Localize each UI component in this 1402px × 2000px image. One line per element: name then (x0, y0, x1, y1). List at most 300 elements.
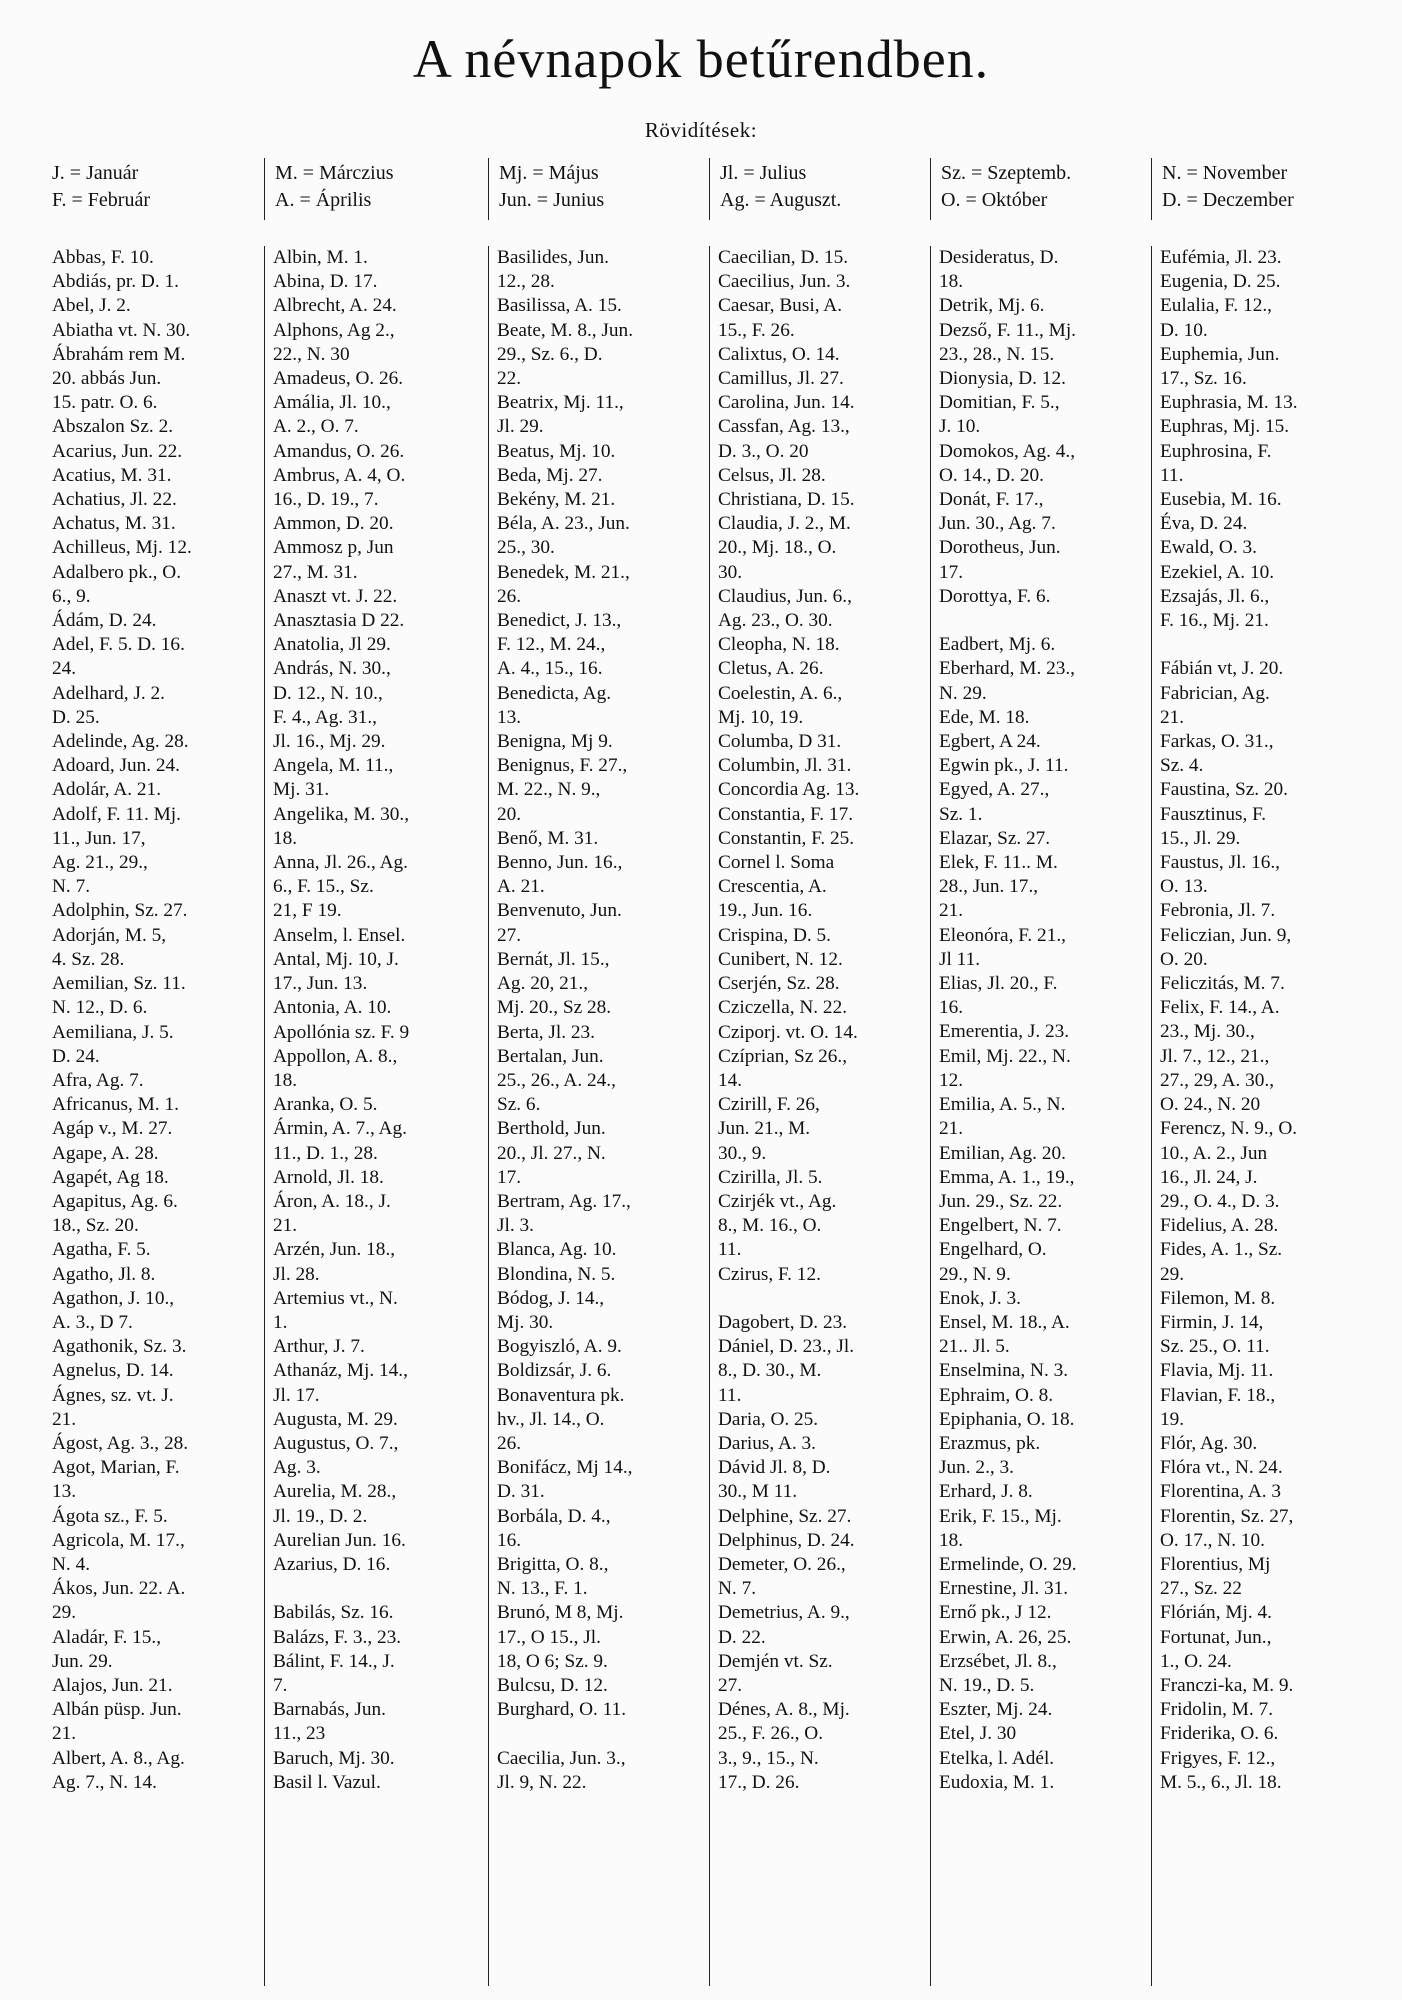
name-entry: Firmin, J. 14, (1160, 1311, 1264, 1333)
name-entry: Bertram, Ag. 17., (497, 1190, 631, 1212)
name-entry: Benno, Jun. 16., (497, 852, 623, 874)
name-entry: Flóra vt., N. 24. (1160, 1457, 1283, 1479)
name-entry: Columba, D 31. (718, 731, 842, 753)
name-entry: 17. (497, 1166, 522, 1188)
name-entry: Delphinus, D. 24. (718, 1529, 855, 1551)
name-entry: Fides, A. 1., Sz. (1160, 1239, 1283, 1261)
name-entry: Claudia, J. 2., M. (718, 513, 851, 535)
name-entry: Babilás, Sz. 16. (273, 1602, 394, 1624)
name-entry: Jun. 29. (52, 1650, 113, 1672)
name-entry: Cleopha, N. 18. (718, 634, 840, 656)
name-entry: 27. (497, 924, 522, 946)
name-entry: hv., Jl. 14., O. (497, 1408, 605, 1430)
abbrev-group-5 (930, 158, 1151, 220)
name-entry: Abbas, F. 10. (52, 247, 154, 268)
name-entry: Beatrix, Mj. 11., (497, 392, 624, 414)
name-entry: Jl. 29. (497, 416, 544, 438)
name-entry: D. 10. (1160, 319, 1208, 341)
name-entry: Mj. 30. (497, 1311, 554, 1333)
name-entry: Celsus, Jl. 28. (718, 464, 826, 486)
name-entry: Agathon, J. 10., (52, 1287, 175, 1309)
name-entry: Euphemia, Jun. (1160, 343, 1280, 365)
name-entry: Aemilian, Sz. 11. (52, 973, 186, 995)
name-entry: Elias, Jl. 20., F. (939, 973, 1058, 995)
name-entry: Béla, A. 23., Jun. (497, 513, 630, 535)
name-entry: Cziczella, N. 22. (718, 997, 848, 1019)
name-entry: 30., M 11. (718, 1481, 798, 1503)
name-entry: Amandus, O. 26. (273, 440, 405, 462)
name-entry: 13. (52, 1481, 77, 1503)
name-entry: Agatha, F. 5. (52, 1239, 151, 1261)
name-entry: Epiphania, O. 18. (939, 1408, 1075, 1430)
name-entry: 18. (939, 271, 964, 293)
name-entry: Cziporj. vt. O. 14. (718, 1021, 858, 1043)
name-entry: Emilia, A. 5., N. (939, 1094, 1066, 1116)
name-column-3 (488, 246, 709, 1986)
name-entry: Egwin pk., J. 11. (939, 755, 1069, 777)
name-entry: Ágost, Ag. 3., 28. (52, 1432, 189, 1454)
name-entry: Cletus, A. 26. (718, 658, 824, 680)
name-entry: Abel, J. 2. (52, 295, 131, 317)
name-entry: Jun. 29., Sz. 22. (939, 1190, 1063, 1212)
name-entry: Flór, Ag. 30. (1160, 1432, 1258, 1454)
name-entry: N. 13., F. 1. (497, 1578, 588, 1600)
name-entry: 25., 30. (497, 537, 555, 559)
name-entry: Bertalan, Jun. (497, 1045, 604, 1067)
name-entry: Czíprian, Sz 26., (718, 1045, 848, 1067)
name-entry: Angela, M. 11., (273, 755, 394, 777)
abbrev-jul: Jl. = Julius (720, 162, 807, 184)
name-entry: Detrik, Mj. 6. (939, 295, 1045, 317)
name-entry: Eleonóra, F. 21., (939, 924, 1066, 946)
name-entry: Benigna, Mj 9. (497, 731, 613, 753)
abbrev-group-4 (709, 158, 930, 220)
name-entry: 1. (273, 1311, 288, 1333)
name-entry: 30., 9. (718, 1142, 767, 1164)
name-entry: Benedict, J. 13., (497, 610, 622, 632)
abbrev-jun: Jun. = Junius (499, 189, 605, 211)
name-entry: Feliczitás, M. 7. (1160, 973, 1285, 995)
name-entry: Ármin, A. 7., Ag. (273, 1118, 407, 1140)
name-entry: Flórián, Mj. 4. (1160, 1602, 1272, 1624)
name-entry: D. 12., N. 10., (273, 682, 383, 704)
name-entry: Ezekiel, A. 10. (1160, 561, 1275, 583)
name-entry: 29. (52, 1602, 77, 1624)
name-entry: 17., Jun. 13. (273, 973, 368, 995)
name-entry: Crescentia, A. (718, 876, 827, 898)
name-entry: 22. (497, 368, 522, 390)
name-entry: Elek, F. 11.. M. (939, 852, 1058, 874)
name-entry: 13. (497, 706, 522, 728)
name-entry: 17., O 15., Jl. (497, 1626, 601, 1648)
name-entry: Erik, F. 15., Mj. (939, 1505, 1062, 1527)
name-entry: Egbert, A 24. (939, 731, 1041, 753)
name-entry: 29. (1160, 1263, 1185, 1285)
name-entry: Anna, Jl. 26., Ag. (273, 852, 408, 874)
name-entry: Caecilius, Jun. 3. (718, 271, 851, 293)
name-entry: D. 24. (52, 1045, 100, 1067)
name-entry: Caesar, Busi, A. (718, 295, 843, 317)
name-entry: M. 22., N. 9., (497, 779, 601, 801)
name-column-4 (709, 246, 930, 1986)
name-entry: Alajos, Jun. 21. (52, 1674, 173, 1696)
name-entry: Flavian, F. 18., (1160, 1384, 1276, 1406)
name-entry: Boldizsár, J. 6. (497, 1360, 612, 1382)
name-entry: Jun. 21., M. (718, 1118, 811, 1140)
name-entry: Adolphin, Sz. 27. (52, 900, 188, 922)
name-entry: Bernát, Jl. 15., (497, 948, 610, 970)
name-entry: D. 3., O. 20 (718, 440, 809, 462)
name-entry: Jun. 2., 3. (939, 1457, 1014, 1479)
name-entry: Acatius, M. 31. (52, 464, 172, 486)
name-entry: Emilian, Ag. 20. (939, 1142, 1066, 1164)
name-entry: Domokos, Ag. 4., (939, 440, 1076, 462)
name-entry: 20., Jl. 27., N. (497, 1142, 606, 1164)
name-entry: Ede, M. 18. (939, 706, 1030, 728)
name-entry: Adoard, Jun. 24. (52, 755, 180, 777)
name-entry: A. 2., O. 7. (273, 416, 359, 438)
name-entry: Adalbero pk., O. (52, 561, 182, 583)
name-entry: Blondina, N. 5. (497, 1263, 616, 1285)
name-entry: Balázs, F. 3., 23. (273, 1626, 402, 1648)
name-entry: Arnold, Jl. 18. (273, 1166, 384, 1188)
name-entry: Florentina, A. 3 (1160, 1481, 1282, 1503)
abbrev-nov: N. = November (1162, 162, 1288, 184)
name-entry: D. 22. (718, 1626, 766, 1648)
section-gap (497, 1722, 705, 1746)
name-entry: Albán püsp. Jun. (52, 1699, 182, 1721)
name-entry: Ammon, D. 20. (273, 513, 394, 535)
name-entry: Euphras, Mj. 15. (1160, 416, 1290, 438)
name-entry: Alphons, Ag 2., (273, 319, 395, 341)
name-entry: Emerentia, J. 23. (939, 1021, 1070, 1043)
name-entry: 16. (939, 997, 964, 1019)
name-entry: Agot, Marian, F. (52, 1457, 180, 1479)
name-entry: F. 16., Mj. 21. (1160, 610, 1269, 632)
name-entry: N. 7. (52, 876, 91, 898)
name-entry: Albrecht, A. 24. (273, 295, 397, 317)
name-entry: Coelestin, A. 6., (718, 682, 843, 704)
name-entry: Antal, Mj. 10, J. (273, 948, 399, 970)
name-entry: Eusebia, M. 16. (1160, 489, 1282, 511)
name-entry: Claudius, Jun. 6., (718, 585, 852, 607)
name-entry: Beate, M. 8., Jun. (497, 319, 634, 341)
name-entry: Eugenia, D. 25. (1160, 271, 1281, 293)
name-column-2 (264, 246, 488, 1986)
name-entry: Ádám, D. 24. (52, 610, 157, 632)
name-entry: Ag. 3. (273, 1457, 321, 1479)
name-entry: 21. (939, 1118, 964, 1140)
name-entry: Jl. 16., Mj. 29. (273, 731, 386, 753)
name-entry: András, N. 30., (273, 658, 391, 680)
section-gap (718, 1287, 926, 1311)
name-entry: Jl. 9, N. 22. (497, 1771, 587, 1793)
name-entry: 17. (939, 561, 964, 583)
name-entry: 16., D. 19., 7. (273, 489, 379, 511)
name-entry: Franczi-ka, M. 9. (1160, 1674, 1294, 1696)
name-entry: 3., 9., 15., N. (718, 1747, 819, 1769)
name-entry: Ewald, O. 3. (1160, 537, 1257, 559)
name-entry: Fortunat, Jun., (1160, 1626, 1272, 1648)
name-entry: 1., O. 24. (1160, 1650, 1232, 1672)
name-entry: O. 20. (1160, 948, 1208, 970)
name-entry: Agapét, Ag 18. (52, 1166, 169, 1188)
name-entry: 30. (718, 561, 743, 583)
name-entry: Adelhard, J. 2. (52, 682, 165, 704)
name-entry: Aemiliana, J. 5. (52, 1021, 174, 1043)
name-entry: 12. (939, 1069, 964, 1091)
name-entry: D. 25. (52, 706, 100, 728)
name-entry: Blanca, Ag. 10. (497, 1239, 617, 1261)
name-entry: 19. (1160, 1408, 1185, 1430)
name-entry: Erwin, A. 26, 25. (939, 1626, 1072, 1648)
name-entry: 20., Mj. 18., O. (718, 537, 837, 559)
name-entry: Donát, F. 17., (939, 489, 1044, 511)
name-entry: Agatho, Jl. 8. (52, 1263, 156, 1285)
name-entry: Eudoxia, M. 1. (939, 1771, 1055, 1793)
name-entry: 28., Jun. 17., (939, 876, 1039, 898)
name-entry: Euphrosina, F. (1160, 440, 1272, 462)
name-entry: Euphrasia, M. 13. (1160, 392, 1298, 414)
name-entry: Jl 11. (939, 948, 981, 970)
name-entry: Camillus, Jl. 27. (718, 368, 844, 390)
name-entry: A. 21. (497, 876, 545, 898)
name-entry: Czirill, F. 26, (718, 1094, 820, 1116)
name-entry: Jl. 17. (273, 1384, 320, 1406)
name-entry: Adolár, A. 21. (52, 779, 162, 801)
name-entry: A. 4., 15., 16. (497, 658, 603, 680)
name-entry: 14. (718, 1069, 743, 1091)
name-entry: Farkas, O. 31., (1160, 731, 1274, 753)
name-entry: Columbin, Jl. 31. (718, 755, 852, 777)
name-entry: Dénes, A. 8., Mj. (718, 1699, 850, 1721)
name-entry: Cserjén, Sz. 28. (718, 973, 840, 995)
abbrev-dec: D. = Deczember (1162, 189, 1294, 211)
name-entry: Caecilian, D. 15. (718, 247, 849, 268)
name-entry: Antonia, A. 10. (273, 997, 392, 1019)
name-entry: Constantia, F. 17. (718, 803, 854, 825)
name-entry: Éva, D. 24. (1160, 513, 1248, 535)
name-entry: Abszalon Sz. 2. (52, 416, 174, 438)
name-entry: Engelbert, N. 7. (939, 1215, 1062, 1237)
name-entry: Filemon, M. 8. (1160, 1287, 1276, 1309)
name-entry: Sz. 1. (939, 803, 983, 825)
name-entry: O. 14., D. 20. (939, 464, 1044, 486)
name-entry: N. 4. (52, 1553, 91, 1575)
name-entry: Engelhard, O. (939, 1239, 1047, 1261)
name-entry: Abina, D. 17. (273, 271, 378, 293)
section-gap (273, 1577, 484, 1601)
name-entry: Ágnes, sz. vt. J. (52, 1384, 174, 1406)
name-entry: Bódog, J. 14., (497, 1287, 605, 1309)
name-entry: 17., D. 26. (718, 1771, 800, 1793)
name-entry: 15. patr. O. 6. (52, 392, 158, 414)
name-entry: Fausztinus, F. (1160, 803, 1267, 825)
name-entry: Anatolia, Jl 29. (273, 634, 391, 656)
name-entry: Basilides, Jun. (497, 247, 609, 268)
name-entry: 25., 26., A. 24., (497, 1069, 616, 1091)
name-entry: Achatius, Jl. 22. (52, 489, 177, 511)
name-entry: Berta, Jl. 23. (497, 1021, 595, 1043)
section-gap (939, 609, 1147, 633)
name-entry: Enok, J. 3. (939, 1287, 1021, 1309)
name-entry: Ferencz, N. 9., O. (1160, 1118, 1298, 1140)
name-entry: Carolina, Jun. 14. (718, 392, 855, 414)
name-entry: Abdiás, pr. D. 1. (52, 271, 179, 293)
name-entry: Berthold, Jun. (497, 1118, 606, 1140)
name-entry: Adorján, M. 5, (52, 924, 167, 946)
name-entry: 21. (52, 1723, 77, 1745)
name-entry: 11. (1160, 464, 1184, 486)
name-entry: Calixtus, O. 14. (718, 343, 840, 365)
abbrev-jan: J. = Január (52, 162, 139, 184)
name-entry: Dorottya, F. 6. (939, 585, 1051, 607)
name-entry: Acarius, Jun. 22. (52, 440, 183, 462)
name-entry: Sz. 4. (1160, 755, 1204, 777)
name-entry: 26. (497, 1432, 522, 1454)
name-entry: Aurelia, M. 28., (273, 1481, 397, 1503)
name-entry: Ernestine, Jl. 31. (939, 1578, 1069, 1600)
name-entry: Agape, A. 28. (52, 1142, 159, 1164)
name-entry: 11., 23 (273, 1723, 326, 1745)
name-entry: Mj. 31. (273, 779, 330, 801)
name-entry: Fidelius, A. 28. (1160, 1215, 1279, 1237)
abbreviations-heading: Rövidítések: (644, 118, 758, 142)
name-entry: 11., Jun. 17, (52, 827, 146, 849)
name-entry: Dezső, F. 11., Mj. (939, 319, 1076, 341)
abbrev-apr: A. = Április (275, 189, 372, 211)
name-entry: Adolf, F. 11. Mj. (52, 803, 181, 825)
name-entry: Adelinde, Ag. 28. (52, 731, 189, 753)
name-entry: 21, F 19. (273, 900, 342, 922)
name-entry: Darius, A. 3. (718, 1432, 817, 1454)
name-entry: Frigyes, F. 12., (1160, 1747, 1276, 1769)
name-entry: 18., Sz. 20. (52, 1215, 139, 1237)
name-entry: Emma, A. 1., 19., (939, 1166, 1075, 1188)
name-entry: O. 24., N. 20 (1160, 1094, 1261, 1116)
name-entry: Aurelian Jun. 16. (273, 1529, 406, 1551)
abbrev-group-2 (264, 158, 488, 220)
name-entry: Brigitta, O. 8., (497, 1553, 609, 1575)
name-entry: Eberhard, M. 23., (939, 658, 1076, 680)
name-entry: Concordia Ag. 13. (718, 779, 860, 801)
name-entry: 21. (939, 900, 964, 922)
name-entry: Erzsébet, Jl. 8., (939, 1650, 1057, 1672)
name-entry: Eufémia, Jl. 23. (1160, 247, 1282, 268)
abbrev-sep: Sz. = Szeptemb. (941, 162, 1072, 184)
name-entry: Bogyiszló, A. 9. (497, 1336, 622, 1358)
name-entry: Albert, A. 8., Ag. (52, 1747, 185, 1769)
name-entry: Brunó, M 8, Mj. (497, 1602, 624, 1624)
name-entry: Jl. 7., 12., 21., (1160, 1045, 1270, 1067)
name-entry: Cassfan, Ag. 13., (718, 416, 850, 438)
name-entry: Cornel l. Soma (718, 852, 835, 874)
name-entry: 21.. Jl. 5. (939, 1336, 1010, 1358)
abbrev-oct: O. = Október (941, 189, 1048, 211)
name-entry: 15., Jl. 29. (1160, 827, 1241, 849)
name-entry: Basil l. Vazul. (273, 1771, 381, 1793)
name-entry: 18, O 6; Sz. 9. (497, 1650, 608, 1672)
name-entry: N. 12., D. 6. (52, 997, 148, 1019)
name-entry: 8., D. 30., M. (718, 1360, 822, 1382)
name-entry: 17., Sz. 16. (1160, 368, 1247, 390)
name-entry: 18. (273, 1069, 298, 1091)
name-entry: Burghard, O. 11. (497, 1699, 627, 1721)
name-entry: 12., 28. (497, 271, 555, 293)
name-entry: Ernő pk., J 12. (939, 1602, 1052, 1624)
name-entry: Benő, M. 31. (497, 827, 599, 849)
name-entry: Eadbert, Mj. 6. (939, 634, 1056, 656)
name-entry: Etel, J. 30 (939, 1723, 1017, 1745)
name-entry: Beda, Mj. 27. (497, 464, 603, 486)
name-entry: 25., F. 26., O. (718, 1723, 824, 1745)
name-entry: Domitian, F. 5., (939, 392, 1060, 414)
name-entry: Borbála, D. 4., (497, 1505, 611, 1527)
name-entry: Bálint, F. 14., J. (273, 1650, 395, 1672)
name-entry: Agathonik, Sz. 3. (52, 1336, 187, 1358)
name-entry: Dorotheus, Jun. (939, 537, 1061, 559)
name-entry: Caecilia, Jun. 3., (497, 1747, 626, 1769)
name-entry: Constantin, F. 25. (718, 827, 855, 849)
name-entry: Demetrius, A. 9., (718, 1602, 850, 1624)
name-entry: Ambrus, A. 4, O. (273, 464, 406, 486)
name-entry: F. 4., Ag. 31., (273, 706, 377, 728)
name-entry: Mj. 20., Sz 28. (497, 997, 612, 1019)
name-entry: Augusta, M. 29. (273, 1408, 398, 1430)
name-entry: 23., Mj. 30., (1160, 1021, 1255, 1043)
name-entry: Ezsajás, Jl. 6., (1160, 585, 1270, 607)
name-entry: Feliczian, Jun. 9, (1160, 924, 1292, 946)
name-entry: Agáp v., M. 27. (52, 1118, 173, 1140)
name-entry: Agricola, M. 17., (52, 1529, 185, 1551)
name-entry: M. 5., 6., Jl. 18. (1160, 1771, 1282, 1793)
name-entry: Ag. 21., 29., (52, 852, 148, 874)
name-entry: 20. (497, 803, 522, 825)
name-entry: Egyed, A. 27., (939, 779, 1050, 801)
name-entry: Czirjék vt., Ag. (718, 1190, 837, 1212)
name-entry: Bulcsu, D. 12. (497, 1674, 608, 1696)
name-entry: O. 17., N. 10. (1160, 1529, 1265, 1551)
abbrev-group-1 (52, 158, 264, 220)
name-entry: Adel, F. 5. D. 16. (52, 634, 185, 656)
name-entry: A. 3., D 7. (52, 1311, 133, 1333)
name-entry: Felix, F. 14., A. (1160, 997, 1280, 1019)
name-entry: Bekény, M. 21. (497, 489, 616, 511)
abbrev-aug: Ag. = Auguszt. (720, 189, 842, 211)
name-entry: 11. (718, 1239, 742, 1261)
name-entry: Afra, Ag. 7. (52, 1069, 144, 1091)
name-entry: 29., Sz. 6., D. (497, 343, 603, 365)
name-entry: Arthur, J. 7. (273, 1336, 365, 1358)
name-entry: Fabrician, Ag. (1160, 682, 1270, 704)
name-entry: 16., Jl. 24, J. (1160, 1166, 1258, 1188)
abbrev-feb: F. = Február (52, 189, 150, 211)
name-entry: Ensel, M. 18., A. (939, 1311, 1070, 1333)
name-entry: Apollónia sz. F. 9 (273, 1021, 410, 1043)
name-entry: Africanus, M. 1. (52, 1094, 179, 1116)
name-entry: Fábián vt, J. 20. (1160, 658, 1284, 680)
name-entry: Bonifácz, Mj 14., (497, 1457, 633, 1479)
name-entry: Emil, Mj. 22., N. (939, 1045, 1071, 1067)
name-entry: 22., N. 30 (273, 343, 350, 365)
name-entry: 21. (273, 1215, 298, 1237)
name-entry: Sz. 6. (497, 1094, 541, 1116)
name-entry: Anasztasia D 22. (273, 610, 405, 632)
name-entry: Anselm, l. Ensel. (273, 924, 406, 946)
name-entry: Ag. 23., O. 30. (718, 610, 833, 632)
name-entry: Faustus, Jl. 16., (1160, 852, 1280, 874)
name-entry: Augustus, O. 7., (273, 1432, 399, 1454)
